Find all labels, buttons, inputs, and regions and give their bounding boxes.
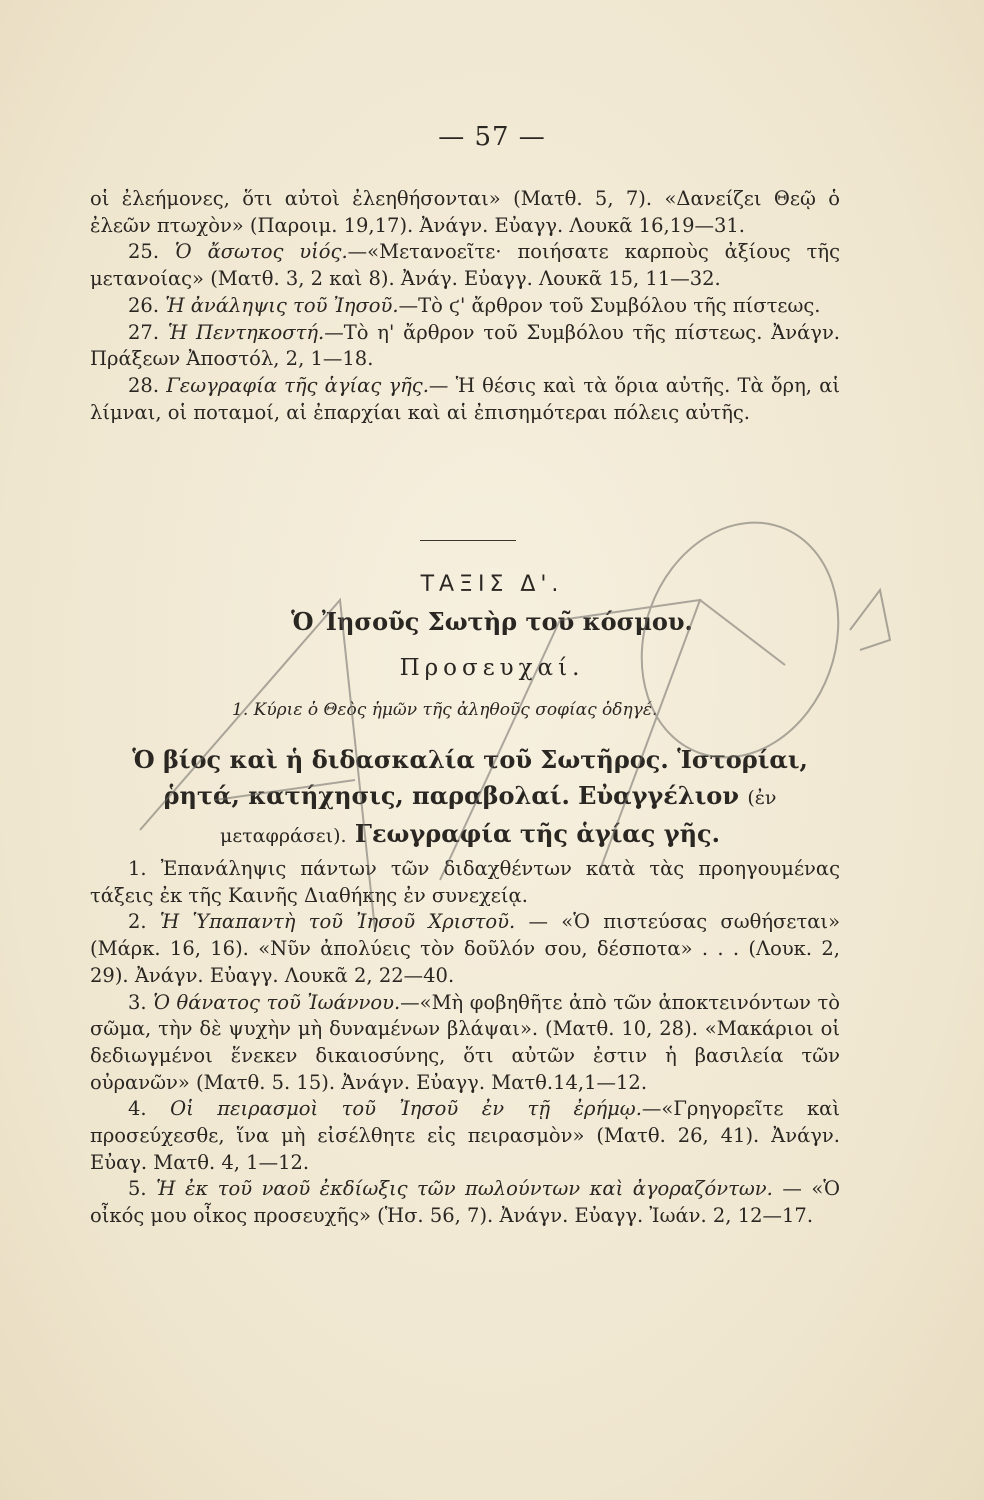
item-title: Ὁ ἄσωτος υἱός. bbox=[174, 240, 348, 264]
page-number: — 57 — bbox=[438, 122, 546, 152]
item-text: —«Γρηγορεῖτε καὶ προσεύχεσθε, ἵνα μὴ εἰσέλθητε εἰς πειρασμὸν» (Ματθ. 26, 41). Ἀνάγν. Εὐαγ. Ματθ. 4, 1—12. bbox=[90, 1097, 840, 1174]
item-text: — «Ὁ πιστεύσας σωθήσεται» (Μάρκ. 16, 16). «Νῦν ἀπολύεις τὸν δοῦλόν σου, δέσποτα» . . . (Λουκ. 2, 29). Ἀνάγν. Εὐαγγ. Λουκᾶ 2, 22—40. bbox=[90, 910, 840, 987]
item-number: 4. bbox=[128, 1097, 147, 1121]
item-number: 2. bbox=[128, 910, 147, 934]
item-text: —«Μετανοεῖτε· ποιήσατε καρποὺς ἀξίους τῆς μετανοίας» (Ματθ. 3, 2 καὶ 8). Ἀνάγ. Εὐαγγ. Λουκᾶ 15, 11—32. bbox=[90, 240, 841, 291]
text-block-top bbox=[90, 186, 840, 426]
item-number: 25. bbox=[128, 240, 160, 264]
item-text: —Τὸ η' ἄρθρον τοῦ Συμβόλου τῆς πίστεως. Ἀνάγν. Πράξεων Ἀποστόλ, 2, 1—18. bbox=[90, 320, 840, 371]
subsection-title bbox=[100, 742, 840, 854]
item-number: 5. bbox=[128, 1177, 147, 1201]
class-heading: ΤΑΞΙΣ Δ'. bbox=[420, 572, 564, 597]
item-text: — «Ὁ οἶκός μου οἶκος προσευχῆς» (Ἡσ. 56, 7). Ἀνάγν. Εὐαγγ. Ἰωάν. 2, 12—17. bbox=[90, 1177, 841, 1228]
list-item-1 bbox=[90, 856, 840, 909]
item-title: Οἱ πειρασμοὶ τοῦ Ἰησοῦ ἐν τῇ ἐρήμῳ. bbox=[170, 1097, 642, 1121]
item-number: 28. bbox=[128, 373, 160, 397]
item-text: —Τὸ ϛ' ἄρθρον τοῦ Συμβόλου τῆς πίστεως. bbox=[398, 293, 821, 317]
subsection-title-main: Ὁ βίος καὶ ἡ διδασκαλία τοῦ Σωτῆρος. Ἱστορίαι, ῥητά, κατήχησις, παραβολαί. Εὐαγγέλιον bbox=[132, 745, 808, 810]
list-item-3 bbox=[90, 990, 840, 1097]
list-item-4 bbox=[90, 1096, 840, 1176]
list-item-5 bbox=[90, 1176, 840, 1229]
list-item-25 bbox=[90, 239, 840, 292]
item-title: Ἡ Πεντηκοστή. bbox=[167, 320, 325, 344]
subsection-title-tail: Γεωγραφία τῆς ἁγίας γῆς. bbox=[354, 819, 721, 848]
prayers-heading: Προσευχαί. bbox=[399, 655, 585, 681]
item-title: Ἡ ἐκ τοῦ ναοῦ ἐκδίωξις τῶν πωλούντων καὶ ἀγοραζόντων. bbox=[156, 1177, 773, 1201]
section-title: Ὁ Ἰησοῦς Σωτὴρ τοῦ κόσμου. bbox=[291, 607, 693, 636]
list-item-2 bbox=[90, 909, 840, 989]
item-number: 26. bbox=[128, 293, 160, 317]
item-number: 1. bbox=[128, 857, 147, 880]
item-title: Ἡ Ὑπαπαντὴ τοῦ Ἰησοῦ Χριστοῦ. bbox=[159, 910, 516, 934]
list-item-27 bbox=[90, 320, 840, 373]
item-title: Ἡ ἀνάληψις τοῦ Ἰησοῦ. bbox=[165, 293, 399, 317]
prayer-line: 1. Κύριε ὁ Θεὸς ἡμῶν τῆς ἀληθοῦς σοφίας ὁδηγέ. bbox=[232, 700, 658, 720]
item-text: — Ἡ θέσις καὶ τὰ ὅρια αὐτῆς. Τὰ ὄρη, αἱ λίμναι, οἱ ποταμοί, αἱ ἐπαρχίαι καὶ αἱ ἐπισημότεραι πόλεις αὐτῆς. bbox=[90, 373, 841, 424]
item-title: Ὁ θάνατος τοῦ Ἰωάννου. bbox=[153, 990, 401, 1014]
item-number: 27. bbox=[128, 320, 160, 344]
list-item-28 bbox=[90, 373, 840, 426]
text-block-bottom bbox=[90, 856, 840, 1230]
section-divider bbox=[420, 540, 516, 541]
item-text: —«Μὴ φοβηθῆτε ἀπὸ τῶν ἀποκτεινόντων τὸ σῶμα, τὴν δὲ ψυχὴν μὴ δυναμένων βλάψαι». (Ματθ. 10, 28). «Μακάριοι οἱ δεδιωγμένοι ἕνεκεν δικαιοσύνης, ὅτι αὐτῶν ἐστιν ἡ βασιλεία τῶν οὐρανῶν» (Ματθ. 5. 15). Ἀνάγν. Εὐαγγ. Ματθ.14,1—12. bbox=[90, 990, 840, 1094]
list-item-26 bbox=[90, 293, 840, 320]
paragraph-continuation: οἱ ἐλεήμονες, ὅτι αὐτοὶ ἐλεηθήσονται» (Ματθ. 5, 7). «Δανείζει Θεῷ ὁ ἐλεῶν πτωχὸν» (Παροιμ. 19,17). Ἀνάγν. Εὐαγγ. Λουκᾶ 16,19—31. bbox=[90, 187, 840, 237]
item-title: Γεωγραφία τῆς ἁγίας γῆς. bbox=[166, 373, 429, 397]
item-text: Ἐπανάληψις πάντων τῶν διδαχθέντων κατὰ τὰς προηγουμένας τάξεις ἐκ τῆς Καινῆς Διαθήκης ἐν συνεχείᾳ. bbox=[90, 857, 840, 907]
item-number: 3. bbox=[128, 990, 147, 1014]
subsection-title-note: (ἐν μεταφράσει). bbox=[219, 787, 777, 847]
